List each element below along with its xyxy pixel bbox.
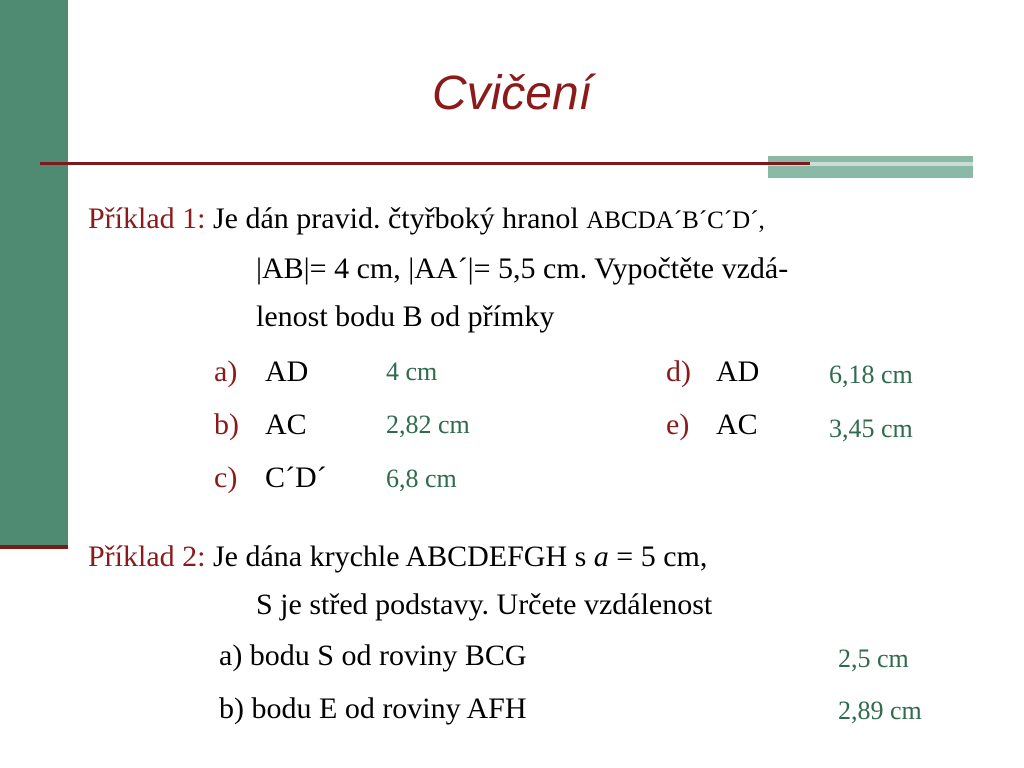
example2-label: Příklad 2: — [88, 540, 206, 573]
option-a-answer: 4 cm — [386, 357, 438, 386]
part-b-answer: 2,89 cm — [838, 696, 922, 725]
slide-title: Cvičení — [431, 67, 593, 120]
option-b-answer: 2,82 cm — [386, 410, 470, 439]
option-c-letter: c) — [214, 461, 238, 494]
sidebar-divider — [0, 545, 68, 549]
option-e-answer: 3,45 cm — [829, 414, 913, 443]
part-b-text: b) bodu E od roviny AFH — [219, 692, 527, 725]
example1-line1 — [88, 204, 765, 234]
variable-a: a — [593, 540, 609, 573]
example1-line2: |AB|= 4 cm, |AA´|= 5,5 cm. Vypočtěte vzdá- — [256, 252, 789, 285]
option-d-text: AD — [716, 355, 760, 388]
option-c-text: C´D´ — [265, 461, 327, 494]
example1-text: Je dán pravid. čtyřboký hranol — [213, 202, 579, 235]
option-b-letter: b) — [214, 408, 239, 441]
option-a-text: AD — [265, 355, 309, 388]
example2-line1 — [88, 542, 707, 572]
option-e-letter: e) — [666, 408, 690, 441]
option-d-letter: d) — [666, 355, 691, 388]
prism-name: ABCDA´B´C´D´, — [586, 207, 765, 234]
example2-line2: S je střed podstavy. Určete vzdálenost — [256, 588, 713, 621]
example1-line3: lenost bodu B od přímky — [256, 300, 555, 333]
example2-text-pre: Je dána krychle ABCDEFGH s — [213, 540, 587, 573]
title-divider — [40, 162, 810, 165]
option-c-answer: 6,8 cm — [386, 464, 457, 493]
title-accent-bar — [768, 156, 973, 178]
example1-label: Příklad 1: — [88, 202, 206, 235]
option-a-letter: a) — [214, 355, 238, 388]
part-a-answer: 2,5 cm — [838, 644, 909, 673]
part-a-text: a) bodu S od roviny BCG — [219, 639, 527, 672]
option-b-text: AC — [265, 408, 307, 441]
option-e-text: AC — [716, 408, 758, 441]
option-d-answer: 6,18 cm — [829, 360, 913, 389]
example2-text-post: = 5 cm, — [616, 540, 708, 573]
